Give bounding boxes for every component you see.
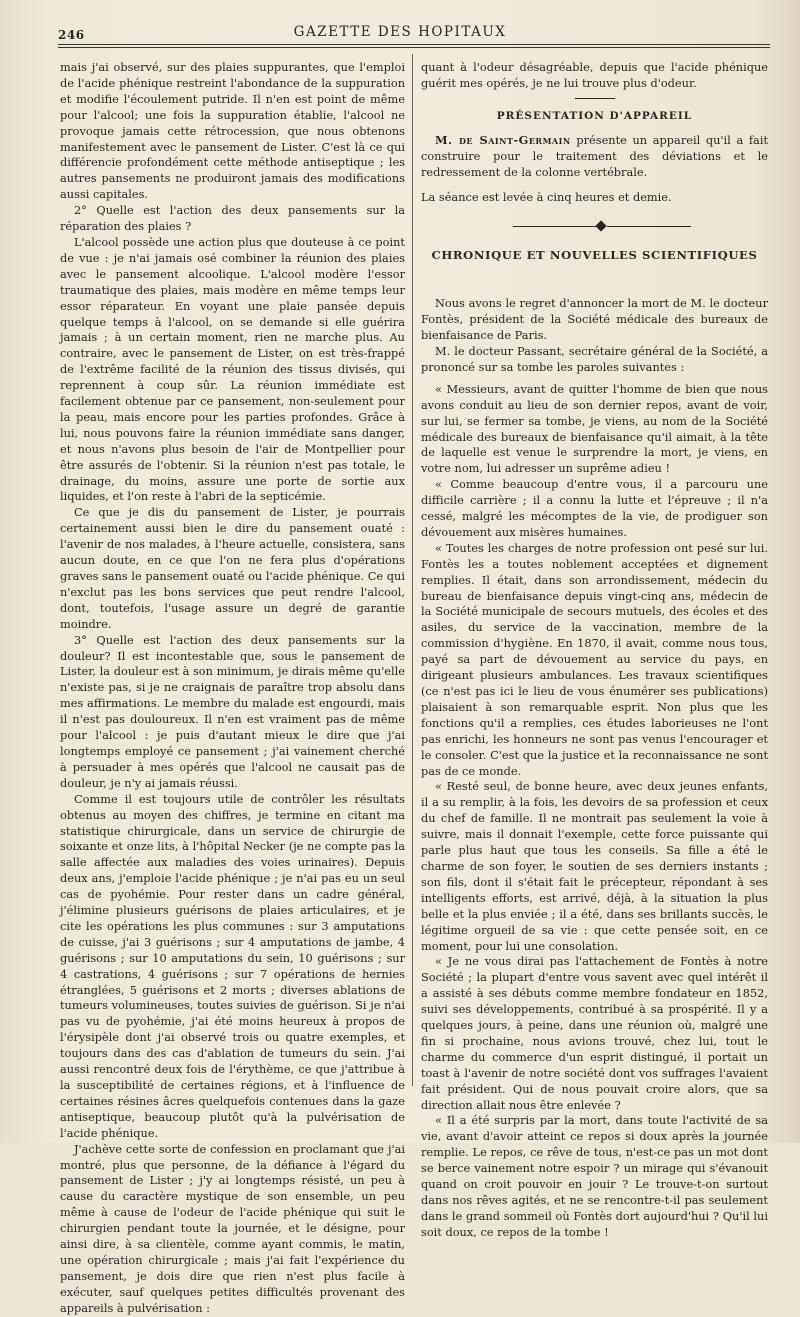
paragraph: Ce que je dis du pansement de Lister, je pourrais certainement aussi bien le dire du pansement ouaté : l'avenir de nos malades, à l'heure actuelle, consistera, sans aucun doute, en ce que l'on ne fera plus d'opérations graves sans le pansement ouaté ou l'acide phénique. Ce qui n'exclut pas les bons services que peut rendre l'alcool, dont, toutefois, l'usage assure un degré de garantie moindre.: [60, 505, 405, 631]
paragraph: 3° Quelle est l'action des deux pansements sur la douleur? Il est incontestable que, sous le pansement de Lister, la douleur est à son minimum, je dirais même qu'elle n'existe pas, si je ne craignais de paraître trop absolu dans mes affirmations. Le membre du malade est engourdi, mais il n'est pas douloureux. Il n'en est vraiment pas de même pour l'alcool : je puis d'autant mieux le dire que j'ai longtemps employé ce pansement ; j'ai vainement cherché à persuader à mes opérés que l'alcool ne causait pas de douleur, je n'y ai jamais réussi.: [60, 632, 405, 790]
paragraph: Nous avons le regret d'annoncer la mort de M. le docteur Fontès, président de la Société médicale des bureaux de bienfaisance de Paris.: [421, 296, 768, 343]
running-head: GAZETTE DES HOPITAUX: [293, 24, 507, 40]
ornament-diamond-icon: [595, 221, 606, 232]
left-column: [60, 60, 405, 1317]
speech-quote: [421, 382, 768, 1241]
quote-paragraph: « Il a été surpris par la mort, dans toute l'activité de sa vie, avant d'avoir atteint ce repos si doux après la journée remplie. Le repos, ce rêve de tous, n'est-ce pas un mot dont se berce vainement notre espoir ? un mirage qui s'évanouit quand on croit pouvoir en jouir ? Le trouve-t-on surtout dans nos rêves agités, et ne se rencontre-t-il pas seulement dans le grand sommeil où Fontès dort aujourd'hui ? Qu'il lui soit doux, ce repos de la tombe !: [421, 1113, 768, 1239]
ornament-line: [607, 226, 691, 227]
presentation-paragraph: [421, 133, 768, 181]
paragraph: L'alcool possède une action plus que douteuse à ce point de vue : je n'ai jamais osé combiner la réunion des plaies avec le pansement alcoolique. L'alcool modère l'essor traumatique des plaies, mais modère en même temps leur essor réparateur. En voyant une plaie pansée depuis quelque temps à l'alcool, on se demande si elle guérira jamais ; à un certain moment, rien ne marche plus. Au contraire, avec le pansement de Lister, on est très-frappé de l'extrême facilité de la réunion des tissus divisés, qui reprennent à coup sûr. La réunion immédiate est facilement obtenue par ce pansement, non-seulement pour la peau, mais encore pour les parties profondes. Grâce à lui, nous pouvons faire la réunion immédiate sans danger, et nous n'avons plus besoin de l'air de Montpellier pour être assurés de l'obtenir. Si la réunion n'est pas totale, le drainage, du moins, assure une porte de sortie aux liquides, et l'on reste à l'abri de la septicémie.: [60, 234, 405, 504]
paragraph: Comme il est toujours utile de contrôler les résultats obtenus au moyen des chiffres, je termine en citant ma statistique chirurgicale, dans un service de chirurgie de soixante et onze lits, à l'hôpital Necker (je ne compte pas la salle affectée aux maladies des voies urinaires). Depuis deux ans, j'emploie l'acide phénique ; je n'ai pas eu un seul cas de pyohémie. Pour rester dans un cadre général, j'élimine plusieurs guérisons de plaies articulaires, et je cite les opérations les plus communes : sur 3 amputations de cuisse, j'ai 3 guérisons ; sur 4 amputations de jambe, 4 guérisons ; sur 10 amputations du sein, 10 guérisons ; sur 4 castrations, 4 guérisons ; sur 7 opérations de hernies étranglées, 5 guérisons et 2 morts ; diverses ablations de tumeurs volumineuses, toutes suivies de guérison. Si je n'ai pas vu de pyohémie, j'ai été moins heureux à propos de l'érysipèle dont j'ai observé trois ou quatre exemples, et toujours dans des cas d'ablation de tumeurs du sein. J'ai aussi rencontré deux fois de l'érythème, ce que j'attribue à la susceptibilité de certaines régions, et à l'influence de certaines résines âcres quelquefois contenues dans la gaze antiseptique, beaucoup plutôt qu'à la pulvérisation de l'acide phénique.: [60, 791, 405, 1140]
quote-paragraph: « Resté seul, de bonne heure, avec deux jeunes enfants, il a su remplir, à la fois, les devoirs de sa profession et ceux du chef de famille. Il ne montrait pas seulement la voie à suivre, mais il donnait l'exemple, cette force puissante qui parle plus haut que tous les conseils. Sa fille a été le charme de son foyer, le soutien de ses derniers instants ; son fils, dont il s'était fait le précepteur, répondant à ses intelligents efforts, est arrivé, déjà, à la situation la plus belle et la plus enviée ; il a été, dans ses brillants succès, le légitime orgueil de sa vie : que cette pensée soit, en ce moment, pour lui une consolation.: [421, 779, 768, 953]
quote-paragraph: « Toutes les charges de notre profession ont pesé sur lui. Fontès les a toutes noblement acceptées et dignement remplies. Il était, dans son arrondissement, médecin du bureau de bienfaisance depuis vingt-cinq ans, médecin de la Société municipale de secours mutuels, des écoles et des asiles, du service de la vaccination, membre de la commission d'hygiène. En 1870, il avait, comme nous tous, payé sa part de dévouement au service du pays, en dirigeant plusieurs ambulances. Les travaux scientifiques (ce n'est pas ici le lieu de vous énumérer ses publications) plaisaient à son remarquable esprit. Non plus que les fonctions qu'il a remplies, ces études laborieuses ne l'ont pas enrichi, les honneurs ne sont pas venus l'encourager et le consoler. C'est que la justice et la reconnaissance ne sont pas de ce monde.: [421, 540, 768, 778]
paragraph: mais j'ai observé, sur des plaies suppurantes, que l'emploi de l'acide phénique restreint l'abondance de la suppuration et modifie l'écoulement putride. Il n'en est point de même pour l'alcool; une fois la suppuration établie, l'alcool ne provoque jamais cette rétrocession, que nous obtenons manifestement avec le pansement de Lister. C'est là ce qui différencie profondément cette méthode antiseptique ; les autres pansements ne produiront jamais des modifications aussi capitales.: [60, 60, 405, 202]
separator-rule: [575, 98, 615, 99]
header-rule: [58, 44, 770, 48]
paragraph: M. le docteur Passant, secrétaire général de la Société, a prononcé sur sa tombe les paroles suivantes :: [421, 343, 768, 374]
presentation-text: présente un appareil qu'il a fait construire pour le traitement des déviations et le redressement de la colonne vertébrale.: [421, 132, 768, 179]
paragraph: J'achève cette sorte de confession en proclamant que j'ai montré, plus que personne, de la défiance à l'égard du pansement de Lister ; j'y ai longtemps résisté, un peu à cause du caractère mystique de son ensemble, un peu même à cause de l'odeur de l'acide phénique qui suit le chirurgien pendant toute la journée, et le désigne, pour ainsi dire, à sa clientèle, comme ayant commis, le matin, une opération chirurgicale ; mais j'ai fait l'expérience du pansement, je dois dire que rien n'est plus facile à exécuter, sauf quelques petites difficultés provenant des appareils à pulvérisation :: [60, 1141, 405, 1315]
paragraph: quant à l'odeur désagréable, depuis que l'acide phénique guérit mes opérés, je ne lui trouve plus d'odeur.: [421, 60, 768, 90]
page-number: 246: [58, 28, 85, 42]
ornament-line: [513, 226, 597, 227]
closing-line: La séance est levée à cinq heures et demie.: [421, 190, 672, 205]
paragraph: 2° Quelle est l'action des deux pansements sur la réparation des plaies ?: [60, 203, 405, 234]
quote-paragraph: « Messieurs, avant de quitter l'homme de bien que nous avons conduit au lieu de son dernier repos, avant de voir, sur lui, se fermer sa tombe, je viens, au nom de la Société médicale des bureaux de bienfaisance qu'il aimait, à la tête de laquelle est venue le surprendre la mort, je viens, en votre nom, lui adresser un suprême adieu !: [421, 381, 768, 476]
section-title: PRÉSENTATION D'APPAREIL: [496, 109, 693, 122]
column-divider: [412, 54, 413, 1086]
chronique-title: CHRONIQUE ET NOUVELLES SCIENTIFIQUES: [431, 248, 758, 263]
speaker-name: M. de Saint-Germain: [435, 132, 571, 147]
ornament-divider: [421, 220, 768, 234]
quote-paragraph: « Je ne vous dirai pas l'attachement de Fontès à notre Société ; la plupart d'entre vous savent avec quel intérêt il a assisté à ses débuts comme membre fondateur en 1852, suivi ses développements, contribué à sa prospérité. Il y a quelques jours, à peine, dans une réunion où, malgré une fin si prochaine, nous avions trouvé, chez lui, tout le charme du commerce d'un esprit distingué, il portait un toast à l'avenir de notre société dont vos suffrages l'avaient fait président. Qui de nous pouvait croire alors, que sa direction allait nous être enlevée ?: [421, 954, 768, 1112]
quote-paragraph: « Comme beaucoup d'entre vous, il a parcouru une difficile carrière ; il a connu la lutte et l'épreuve ; il n'a cessé, malgré les mécomptes de la vie, de prodiguer son dévouement aux misères humaines.: [421, 477, 768, 539]
right-column: [421, 60, 768, 1241]
